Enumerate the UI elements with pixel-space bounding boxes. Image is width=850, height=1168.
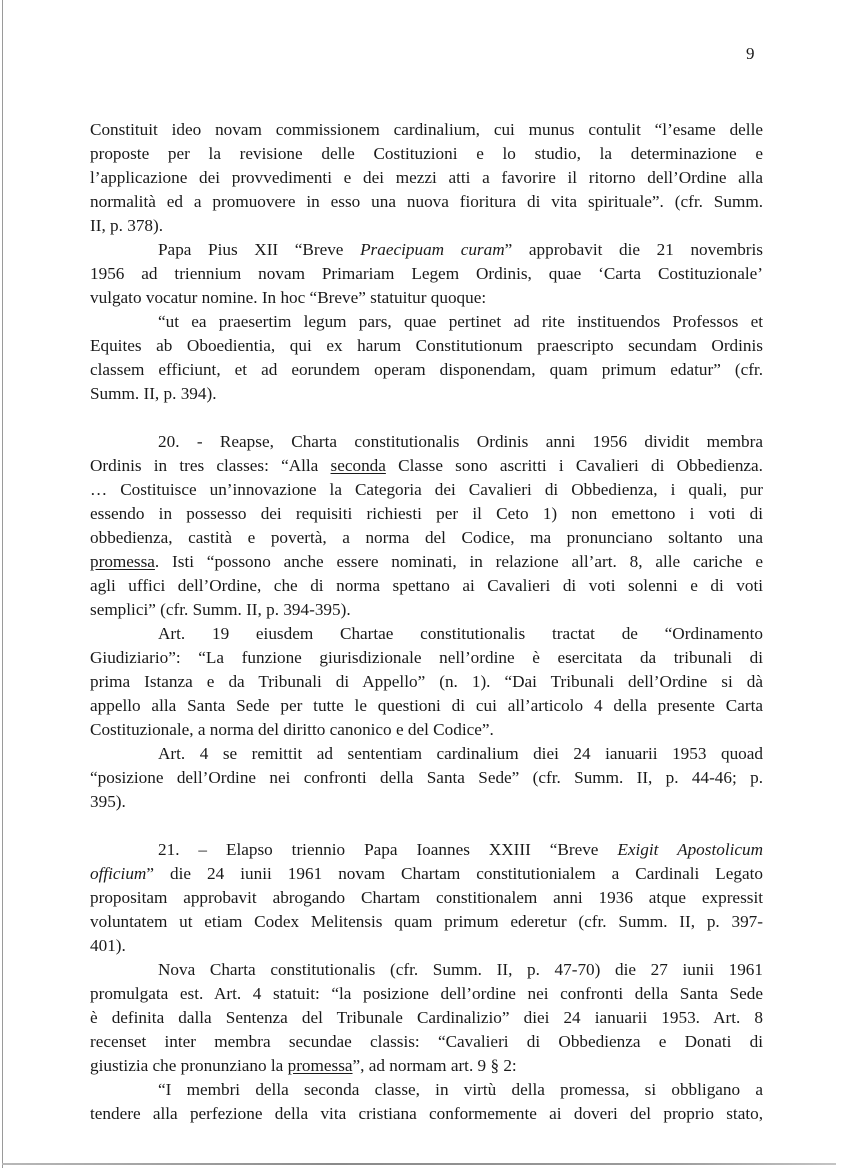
text-line: Costituzionale, a norma del diritto canonico e del Codice”. — [90, 720, 494, 739]
paragraph-gap — [90, 814, 763, 838]
breve-title: Praecipuam curam — [360, 240, 505, 259]
breve-title: officium — [90, 864, 147, 883]
page-number: 9 — [746, 44, 755, 63]
text-line: proposte per la revisione delle Costituzioni e lo studio, la determinazione e — [90, 144, 763, 163]
scan-edge-left — [2, 0, 3, 1168]
underlined-term: promessa — [287, 1056, 353, 1075]
text-line: recenset inter membra secundae classis: “Cavalieri di Obbedienza e Donati di — [90, 1032, 763, 1051]
text-line: II, p. 378). — [90, 216, 164, 235]
text-line: Papa Pius XII “Breve Praecipuam curam” approbavit die 21 novembris — [158, 240, 763, 259]
paragraph-pius-xii — [90, 238, 763, 310]
paragraph-art-19 — [90, 622, 763, 742]
text-line: voluntatem ut etiam Codex Melitensis quam primum ederetur (cfr. Summ. II, p. 397- — [90, 912, 763, 931]
text-line: tendere alla perfezione della vita cristiana conformemente ai doveri del proprio stato, — [90, 1104, 763, 1123]
text-line: 20. - Reapse, Charta constitutionalis Ordinis anni 1956 dividit membra — [158, 432, 763, 451]
text-line: essendo in possesso dei requisiti richiesti per il Ceto 1) non emettono i voti di — [90, 504, 763, 523]
text-line: Nova Charta constitutionalis (cfr. Summ. II, p. 47-70) die 27 iunii 1961 — [158, 960, 763, 979]
text-line: Constituit ideo novam commissionem cardinalium, cui munus contulit “l’esame delle — [90, 120, 763, 139]
underlined-term: promessa — [90, 552, 155, 571]
breve-title: Exigit Apostolicum — [617, 840, 763, 859]
text-line: appello alla Santa Sede per tutte le questioni di cui all’articolo 4 della presente Carta — [90, 696, 763, 715]
paragraph-section-21 — [90, 838, 763, 958]
text-line: … Costituisce un’innovazione la Categoria dei Cavalieri di Obbedienza, i quali, pur — [90, 480, 763, 499]
underlined-term: seconda — [330, 456, 386, 475]
paragraph-nova-charta — [90, 958, 763, 1078]
text-line: semplici” (cfr. Summ. II, p. 394-395). — [90, 600, 351, 619]
text-line: officium” die 24 iunii 1961 novam Chartam constitutionialem a Cardinali Legato — [90, 864, 763, 883]
document-body — [90, 118, 763, 1126]
paragraph-gap — [90, 406, 763, 430]
text-line: “posizione dell’Ordine nei confronti della Santa Sede” (cfr. Summ. II, p. 44-46; p. — [90, 768, 763, 787]
text-line: obbedienza, castità e povertà, a norma del Codice, ma pronunciano soltanto una — [90, 528, 763, 547]
text-line: classem efficiunt, et ad eorundem operam disponendam, quam primum edatur” (cfr. — [90, 360, 763, 379]
text-line: 1956 ad triennium novam Primariam Legem Ordinis, quae ‘Carta Costituzionale’ — [90, 264, 763, 283]
text-line: normalità ed a promuovere in esso una nuova fioritura di vita spirituale”. (cfr. Summ. — [90, 192, 763, 211]
text-line: prima Istanza e da Tribunali di Appello” (n. 1). “Dai Tribunali dell’Ordine si dà — [90, 672, 763, 691]
paragraph-art-4 — [90, 742, 763, 814]
text-line: propositam approbavit abrogando Chartam constitionalem anni 1936 atque expressit — [90, 888, 763, 907]
text-line: giustizia che pronunziano la promessa”, ad normam art. 9 § 2: — [90, 1056, 517, 1075]
text-line: l’applicazione dei provvedimenti e dei mezzi atti a favorire il ritorno dell’Ordine alla — [90, 168, 763, 187]
paragraph-quote-art-9 — [90, 1078, 763, 1126]
text-line: 21. – Elapso triennio Papa Ioannes XXIII “Breve Exigit Apostolicum — [158, 840, 763, 859]
text-line: Ordinis in tres classes: “Alla seconda Classe sono ascritti i Cavalieri di Obbedienza. — [90, 456, 763, 475]
text-line: è definita dalla Sentenza del Tribunale Cardinalizio” diei 24 ianuarii 1953. Art. 8 — [90, 1008, 763, 1027]
text-line: Summ. II, p. 394). — [90, 384, 217, 403]
scan-edge-bottom — [2, 1163, 836, 1165]
text-line: Art. 4 se remittit ad sententiam cardinalium diei 24 ianuarii 1953 quoad — [158, 744, 763, 763]
text-line: Equites ab Oboedientia, qui ex harum Constitutionum praescripto secundam Ordinis — [90, 336, 763, 355]
paragraph-quote-breve — [90, 310, 763, 406]
text-line: promessa. Isti “possono anche essere nominati, in relazione all’art. 8, alle cariche e — [90, 552, 763, 571]
paragraph-commission — [90, 118, 763, 238]
text-line: vulgato vocatur nomine. In hoc “Breve” statuitur quoque: — [90, 288, 487, 307]
text-line: 401). — [90, 936, 126, 955]
text-line: Art. 19 eiusdem Chartae constitutionalis tractat de “Ordinamento — [158, 624, 763, 643]
text-line: “ut ea praesertim legum pars, quae pertinet ad rite instituendos Professos et — [158, 312, 763, 331]
text-line: Giudiziario”: “La funzione giurisdizionale nell’ordine è esercitata da tribunali di — [90, 648, 763, 667]
text-line: agli uffici dell’Ordine, che di norma spettano ai Cavalieri di voti solenni e di voti — [90, 576, 763, 595]
text-line: 395). — [90, 792, 126, 811]
text-line: promulgata est. Art. 4 statuit: “la posizione dell’ordine nei confronti della Santa Sede — [90, 984, 763, 1003]
text-line: “I membri della seconda classe, in virtù della promessa, si obbligano a — [158, 1080, 763, 1099]
paragraph-section-20 — [90, 430, 763, 622]
